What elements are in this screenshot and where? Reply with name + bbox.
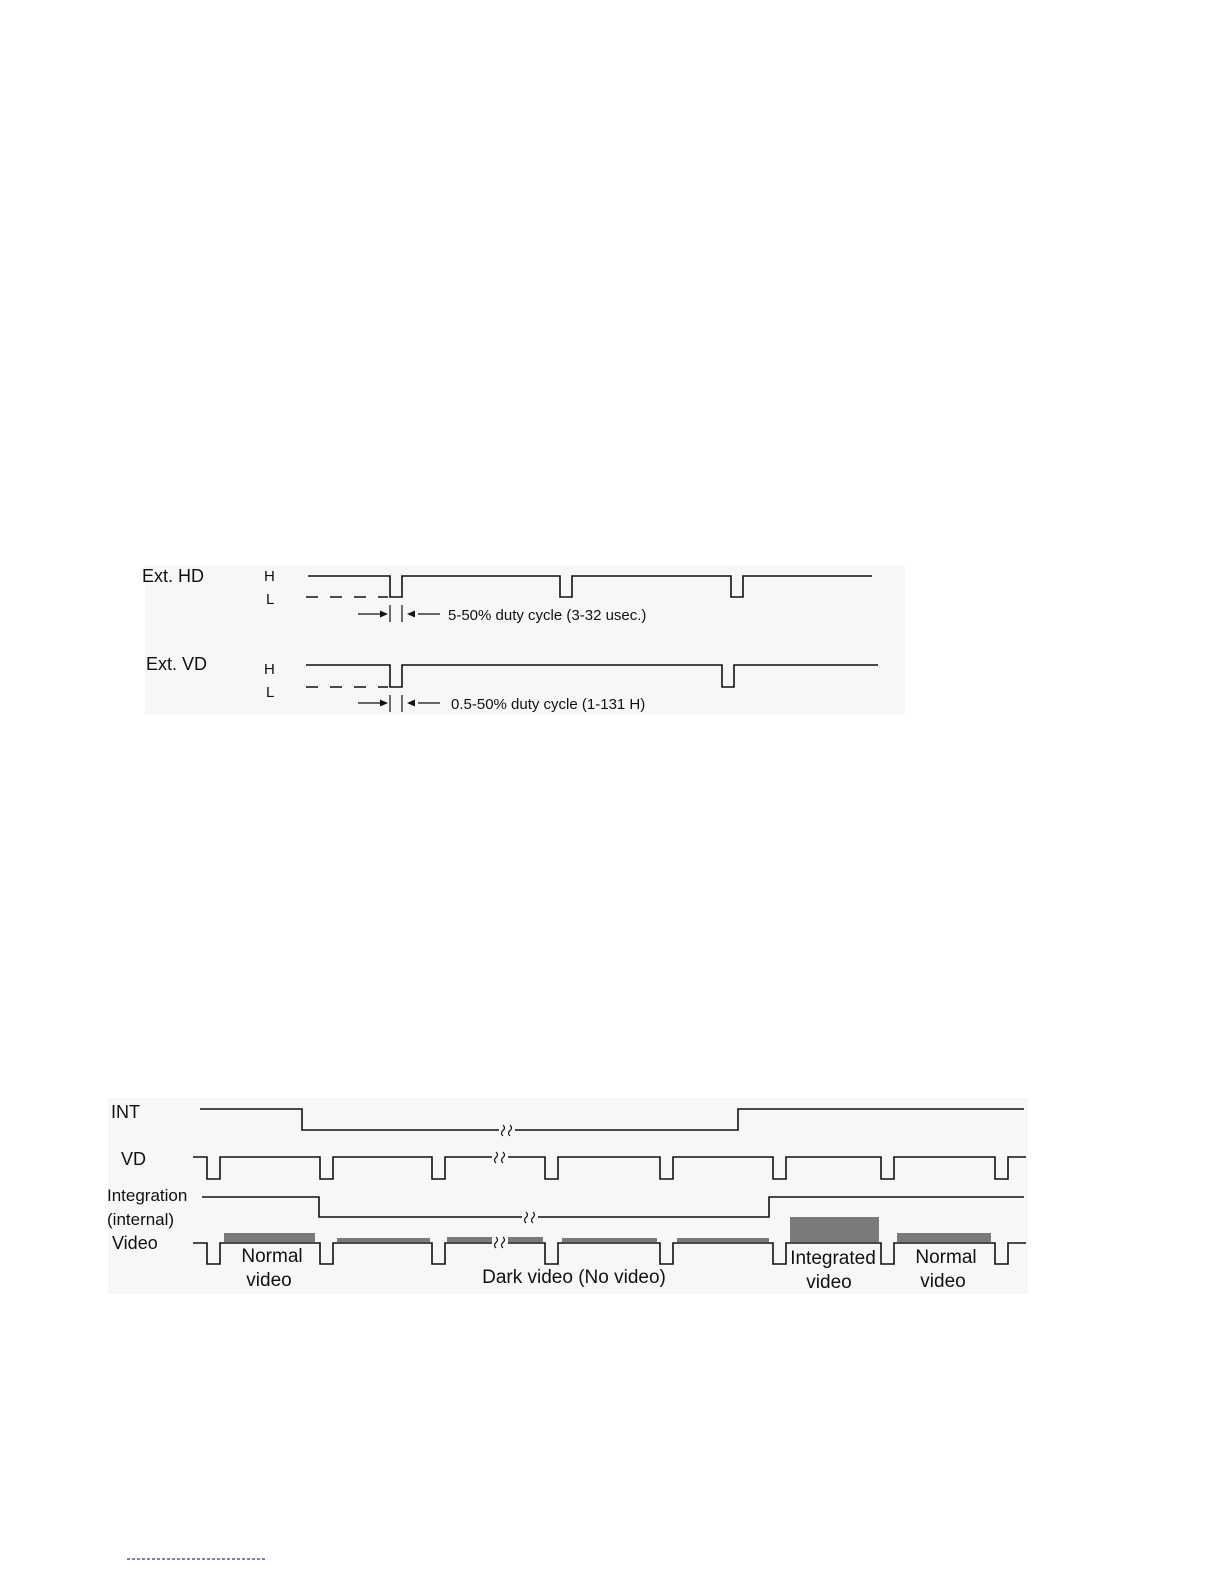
sync-panel-background [145,565,905,715]
ext-vd-label: Ext. VD [146,654,208,674]
video-field-dark-3 [562,1238,657,1242]
int-signal-label: INT [111,1102,140,1122]
hd-high-level-label: H [264,568,275,585]
integrated-video-label-line1: Integrated [790,1248,876,1269]
normal-video-1-label-line2: video [246,1270,292,1291]
vd-duty-cycle-note: 0.5-50% duty cycle (1-131 H) [451,696,646,713]
integration-break-icon [522,1211,538,1223]
video-field-dark-1 [337,1238,430,1242]
normal-video-1-label-line1: Normal [241,1246,303,1267]
hd-duty-cycle-note: 5-50% duty cycle (3-32 usec.) [448,607,647,624]
normal-video-2-label-line1: Normal [915,1247,977,1268]
video-field-dark-4 [677,1238,769,1242]
dark-video-label: Dark video (No video) [482,1267,666,1288]
integration-timing-diagram [107,1098,1028,1294]
video-signal-label: Video [112,1233,158,1253]
int-break-icon [499,1124,515,1136]
vd-signal-label: VD [121,1149,147,1169]
vd-low-level-label: L [266,684,275,701]
hd-low-level-label: L [266,591,275,608]
sync-timing-diagram [142,565,905,715]
ext-hd-label: Ext. HD [142,566,205,586]
video-field-integrated [790,1217,879,1242]
normal-video-2-label-line2: video [920,1271,966,1292]
integration-internal-label: (internal) [107,1210,175,1229]
video-break-icon [492,1236,508,1248]
vd-break-icon [492,1151,508,1163]
video-field-normal-1 [224,1233,315,1242]
video-field-normal-2 [897,1233,991,1242]
integrated-video-label-line2: video [806,1272,852,1293]
vd-high-level-label: H [264,661,275,678]
integration-signal-label: Integration [107,1186,188,1205]
